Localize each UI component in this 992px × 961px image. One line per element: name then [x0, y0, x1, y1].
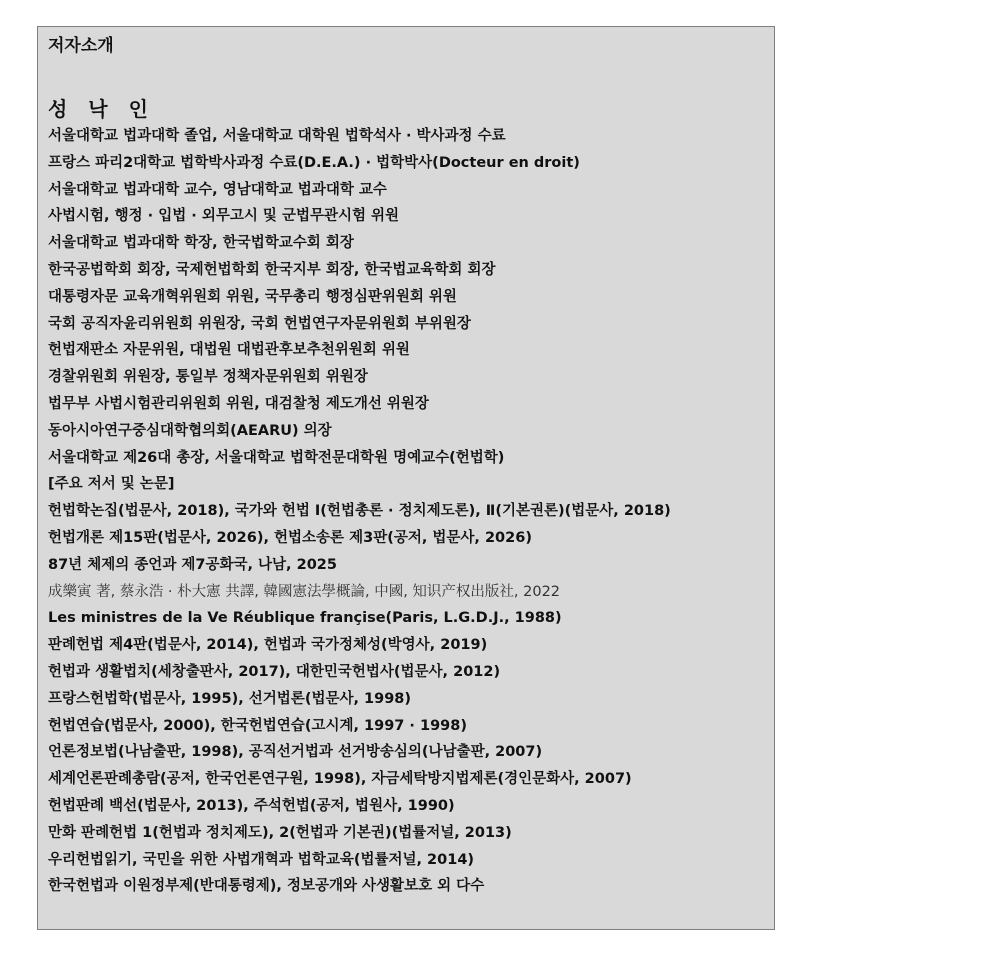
author-intro-box [37, 26, 775, 930]
work-line: 세계언론판례총람(공저, 한국언론연구원, 1998), 자금세탁방지법제론(경인문화사, 2007) [48, 771, 632, 788]
work-line: 우리헌법읽기, 국민을 위한 사법개혁과 법학교육(법률저널, 2014) [48, 851, 475, 868]
work-line: 언론정보법(나남출판, 1998), 공직선거법과 선거방송심의(나남출판, 2007) [48, 744, 543, 761]
work-line: 판례헌법 제4판(법문사, 2014), 헌법과 국가정체성(박영사, 2019) [48, 637, 488, 654]
bio-line: 서울대학교 법과대학 교수, 영남대학교 법과대학 교수 [48, 181, 387, 198]
work-line: 헌법학논집(법문사, 2018), 국가와 헌법 Ⅰ(헌법총론 · 정치제도론), Ⅱ(기본권론)(법문사, 2018) [48, 503, 671, 520]
work-line: 만화 판례헌법 1(헌법과 정치제도), 2(헌법과 기본권)(법률저널, 2013) [48, 824, 512, 841]
work-line: 헌법개론 제15판(법문사, 2026), 헌법소송론 제3판(공저, 법문사, 2026) [48, 529, 532, 546]
bio-line: 대통령자문 교육개혁위원회 위원, 국무총리 행정심판위원회 위원 [48, 288, 457, 305]
work-line: 헌법판례 백선(법문사, 2013), 주석헌법(공저, 법원사, 1990) [48, 797, 455, 814]
bio-line: 프랑스 파리2대학교 법학박사과정 수료(D.E.A.) · 법학박사(Docteur en droit) [48, 154, 580, 171]
work-line: 成樂寅 著, 蔡永浩 · 朴大憲 共譯, 韓國憲法學概論, 中國, 知识产权出版社, 2022 [48, 583, 561, 600]
work-line: 프랑스헌법학(법문사, 1995), 선거법론(법문사, 1998) [48, 690, 412, 707]
bio-line: 법무부 사법시험관리위원회 위원, 대검찰청 제도개선 위원장 [48, 395, 429, 412]
work-line: 87년 체제의 종언과 제7공화국, 나남, 2025 [48, 556, 337, 573]
bio-line: 국회 공직자윤리위원회 위원장, 국회 헌법연구자문위원회 부위원장 [48, 315, 471, 332]
author-bio-list [48, 123, 671, 900]
work-line: 헌법연습(법문사, 2000), 한국헌법연습(고시계, 1997 · 1998) [48, 717, 467, 734]
work-line: Les ministres de la Ve Réublique françise(Paris, L.G.D.J., 1988) [48, 610, 562, 627]
section-title: 저자소개 [48, 36, 114, 56]
work-line: 한국헌법과 이원정부제(반대통령제), 정보공개와 사생활보호 외 다수 [48, 878, 485, 895]
bio-line: 한국공법학회 회장, 국제헌법학회 한국지부 회장, 한국법교육학회 회장 [48, 261, 496, 278]
bio-line: 서울대학교 제26대 총장, 서울대학교 법학전문대학원 명예교수(헌법학) [48, 449, 505, 466]
author-name: 성 낙 인 [48, 97, 155, 121]
work-line: 헌법과 생활법치(세창출판사, 2017), 대한민국헌법사(법문사, 2012) [48, 663, 501, 680]
bio-line: 서울대학교 법과대학 학장, 한국법학교수회 회장 [48, 235, 354, 252]
works-heading: [주요 저서 및 논문] [48, 476, 175, 493]
bio-line: 사법시험, 행정 · 입법 · 외무고시 및 군법무관시험 위원 [48, 208, 400, 225]
bio-line: 서울대학교 법과대학 졸업, 서울대학교 대학원 법학석사 · 박사과정 수료 [48, 128, 506, 144]
bio-line: 동아시아연구중심대학협의회(AEARU) 의장 [48, 422, 332, 439]
bio-line: 경찰위원회 위원장, 통일부 정책자문위원회 위원장 [48, 369, 368, 386]
bio-line: 헌법재판소 자문위원, 대법원 대법관후보추천위원회 위원 [48, 342, 410, 359]
